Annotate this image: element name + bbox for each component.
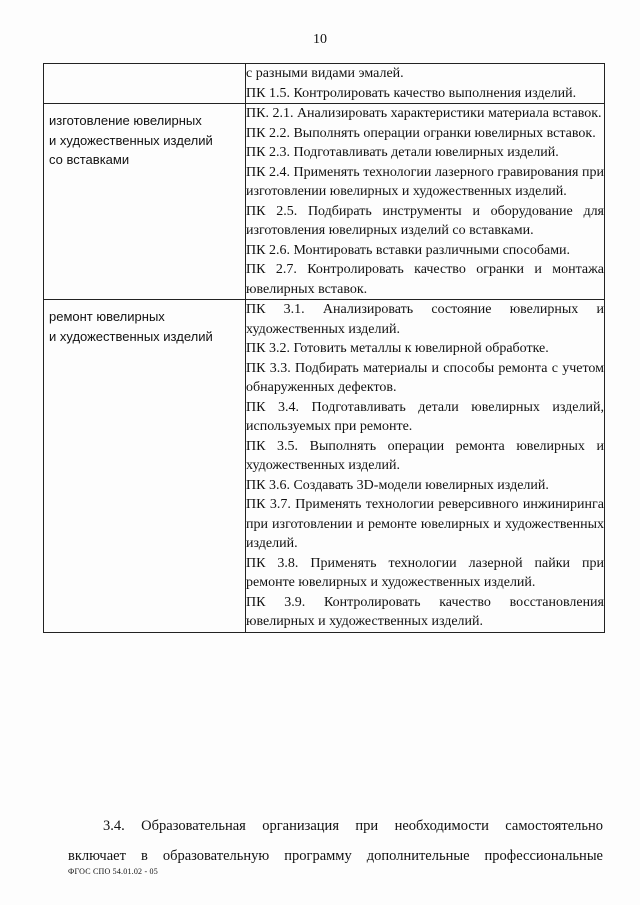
competencies-cell [246,104,605,300]
activity-area-line: со вставками [49,152,130,167]
activity-area-cell [44,300,246,633]
competency-item: ПК 3.9. Контролировать качество восстановления ювелирных и художественных изделий. [246,594,604,629]
competency-item: ПК 3.4. Подготавливать детали ювелирных изделий, используемых при ремонте. [246,399,604,434]
paragraph-line-1: 3.4. Образовательная организация при необходимости самостоятельно [103,818,603,834]
competency-item: ПК 3.6. Создавать 3D-модели ювелирных изделий. [246,477,549,493]
competency-item: ПК 2.2. Выполнять операции огранки ювелирных вставок. [246,125,596,141]
competencies-cell [246,300,605,633]
footer-code: ФГОС СПО 54.01.02 - 05 [68,867,158,876]
table-row [44,104,605,300]
competency-item: ПК 3.1. Анализировать состояние ювелирных и художественных изделий. [246,302,604,337]
competency-table [43,63,605,633]
activity-area-line: ремонт ювелирных [49,309,165,324]
competency-item: ПК 3.5. Выполнять операции ремонта ювелирных и художественных изделий. [246,438,604,473]
competency-item: ПК 3.2. Готовить металлы к ювелирной обработке. [246,341,549,356]
competency-item: ПК 3.7. Применять технологии реверсивного инжиниринга при изготовлении и ремонте ювелирных и художественных изделий. [246,497,604,551]
competency-item: ПК 2.5. Подбирать инструменты и оборудование для изготовления ювелирных изделий со вставками. [246,203,604,238]
competency-item: ПК 2.7. Контролировать качество огранки и монтажа ювелирных вставок. [246,262,604,297]
competency-item: ПК 2.4. Применять технологии лазерного гравирования при изготовлении ювелирных и художественных изделий. [246,164,604,199]
activity-area-cell [44,104,246,300]
competency-item: ПК 1.5. Контролировать качество выполнения изделий. [246,85,577,101]
competency-item: с разными видами эмалей. [246,66,404,81]
activity-area-line: и художественных изделий [49,328,213,344]
competency-item: ПК 3.8. Применять технологии лазерной пайки при ремонте ювелирных и художественных изделий. [246,555,604,590]
table-row [44,300,605,633]
activity-area-cell [44,64,246,104]
page-number: 10 [313,32,327,47]
competency-item: ПК. 2.1. Анализировать характеристики материала вставок. [246,106,602,121]
competencies-cell [246,64,605,104]
table-row [44,64,605,104]
competency-item: ПК 3.3. Подбирать материалы и способы ремонта с учетом обнаруженных дефектов. [246,360,604,395]
competency-item: ПК 2.6. Монтировать вставки различными способами. [246,242,571,258]
competency-item: ПК 2.3. Подготавливать детали ювелирных изделий. [246,145,559,160]
activity-area-line: и художественных изделий [49,132,213,148]
activity-area-line: изготовление ювелирных [49,113,202,128]
paragraph-line-2: включает в образовательную программу дополнительные профессиональные [68,848,603,864]
